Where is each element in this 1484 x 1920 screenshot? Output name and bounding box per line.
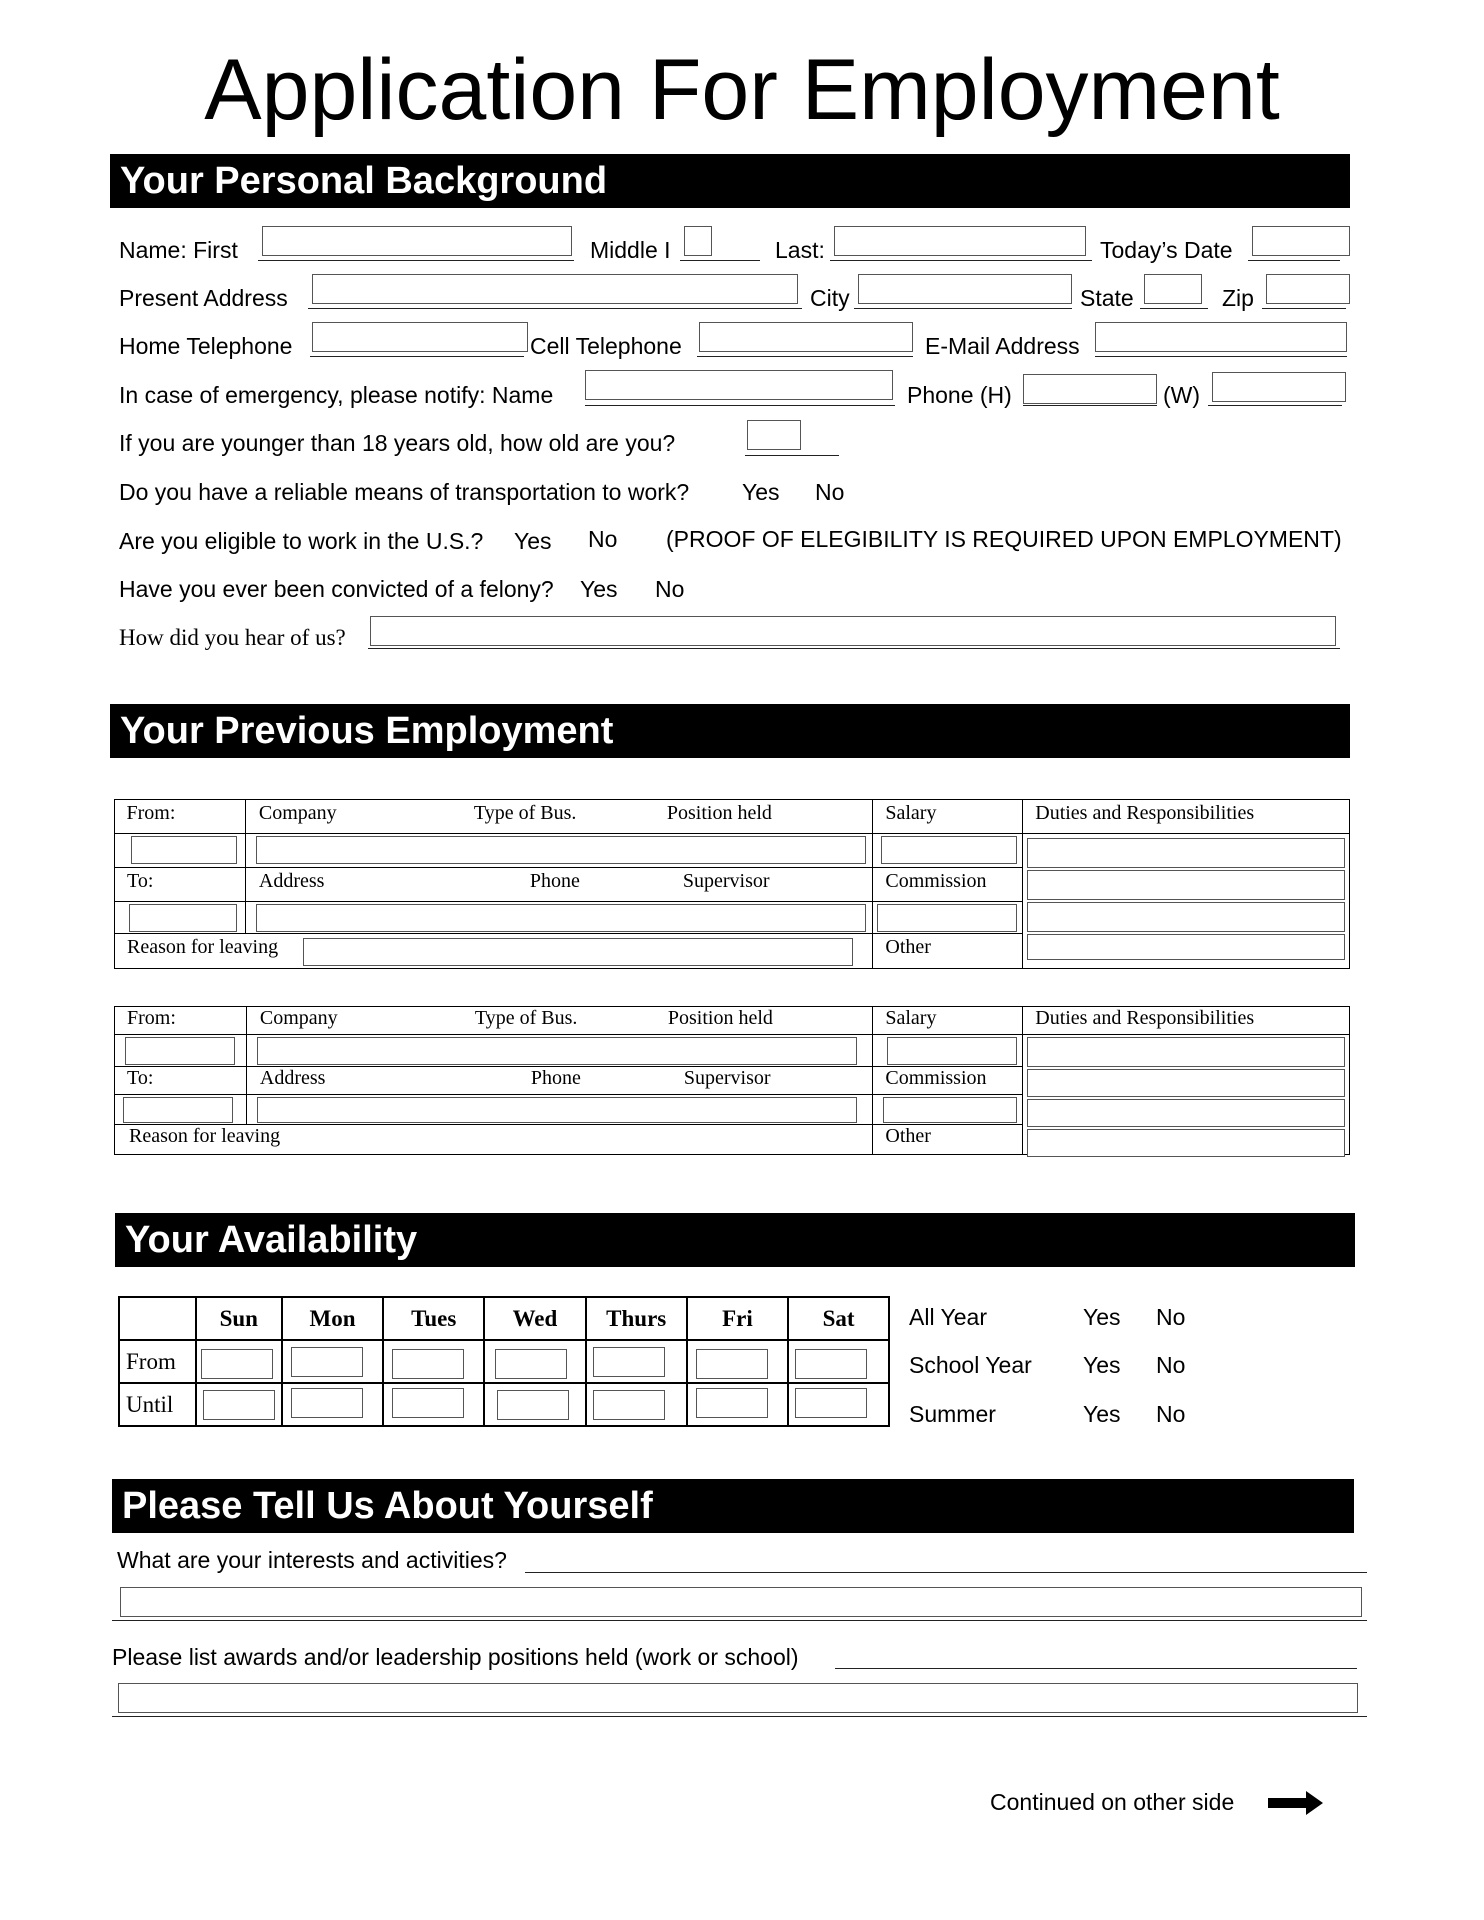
emp2-company-label: Company [259, 1007, 338, 1029]
emp1-company-field[interactable] [256, 836, 866, 864]
section-header-employment: Your Previous Employment [110, 704, 1350, 758]
cell-telephone-field[interactable] [699, 322, 913, 352]
zip-label: Zip [1222, 285, 1254, 311]
email-field[interactable] [1095, 322, 1347, 352]
home-telephone-underline [310, 356, 524, 357]
emp2-supervisor-label: Supervisor [683, 1067, 771, 1089]
emp1-type-label: Type of Bus. [473, 802, 577, 824]
from-sat-field[interactable] [795, 1349, 867, 1379]
middle-initial-underline [680, 260, 760, 261]
age-field[interactable] [747, 420, 801, 450]
emp1-from-field[interactable] [131, 836, 237, 864]
home-telephone-field[interactable] [312, 322, 528, 352]
emp2-address-field[interactable] [257, 1097, 857, 1123]
awards-field[interactable] [118, 1683, 1358, 1713]
until-tues-field[interactable] [392, 1388, 464, 1418]
emp2-commission-field[interactable] [883, 1097, 1017, 1123]
day-sat: Sat [788, 1297, 889, 1340]
emp2-position-label: Position held [667, 1007, 773, 1029]
day-wed: Wed [484, 1297, 586, 1340]
emp1-supervisor-label: Supervisor [682, 870, 770, 892]
emergency-name-field[interactable] [585, 370, 893, 400]
emp2-to-field[interactable] [123, 1097, 233, 1123]
day-tues: Tues [383, 1297, 484, 1340]
first-name-field[interactable] [262, 226, 572, 256]
cell-telephone-underline [697, 356, 913, 357]
transport-question: Do you have a reliable means of transportation to work? [119, 479, 690, 505]
eligible-question: Are you eligible to work in the U.S.? [119, 528, 484, 554]
school-year-yes-option[interactable]: Yes [1083, 1352, 1121, 1378]
todays-date-underline [1248, 260, 1340, 261]
until-sat-field[interactable] [795, 1388, 867, 1418]
emergency-phone-h-underline [1023, 405, 1157, 406]
emp2-to-label: To: [127, 1067, 154, 1089]
awards-underline-2 [112, 1716, 1367, 1717]
day-fri: Fri [687, 1297, 789, 1340]
eligibility-note: (PROOF OF ELEGIBILITY IS REQUIRED UPON EMPLOYMENT) [666, 526, 1342, 552]
middle-initial-field[interactable] [684, 226, 712, 256]
emp1-phone-label: Phone [529, 870, 580, 892]
age-question: If you are younger than 18 years old, how old are you? [119, 430, 676, 456]
emp2-type-label: Type of Bus. [474, 1007, 578, 1029]
interests-field[interactable] [120, 1587, 1362, 1617]
emp2-reason-label: Reason for leaving [129, 1125, 281, 1147]
emergency-phone-h-label: Phone (H) [907, 382, 1012, 408]
hear-underline [368, 648, 1340, 649]
present-address-field[interactable] [312, 274, 798, 304]
school-year-no-option[interactable]: No [1156, 1352, 1186, 1378]
emp1-duties-field-4[interactable] [1027, 934, 1345, 960]
row-from-label: From [119, 1340, 196, 1383]
interests-underline-1 [525, 1572, 1367, 1573]
emp1-salary-label: Salary [885, 802, 937, 824]
summer-no-option[interactable]: No [1156, 1401, 1186, 1427]
until-thurs-field[interactable] [593, 1390, 665, 1420]
awards-underline-1 [835, 1668, 1357, 1669]
emp2-commission-label: Commission [885, 1067, 987, 1089]
period-summer: Summer [909, 1401, 996, 1427]
emergency-phone-w-field[interactable] [1212, 372, 1346, 402]
felony-yes-option[interactable]: Yes [580, 576, 618, 602]
page-title: Application For Employment [204, 42, 1280, 138]
emp2-salary-field[interactable] [887, 1037, 1017, 1065]
from-thurs-field[interactable] [593, 1347, 665, 1377]
hear-field[interactable] [370, 616, 1336, 646]
row-until-label: Until [119, 1383, 196, 1426]
emergency-phone-w-underline [1208, 405, 1342, 406]
until-wed-field[interactable] [497, 1390, 569, 1420]
interests-question: What are your interests and activities? [117, 1547, 507, 1573]
transport-yes-option[interactable]: Yes [742, 479, 780, 505]
eligible-yes-option[interactable]: Yes [514, 528, 552, 554]
emp1-duties-field-2[interactable] [1027, 870, 1345, 900]
emp1-commission-field[interactable] [877, 904, 1017, 932]
emp1-to-field[interactable] [129, 904, 237, 932]
todays-date-label: Today’s Date [1100, 237, 1233, 263]
from-wed-field[interactable] [495, 1349, 567, 1379]
until-sun-field[interactable] [203, 1390, 275, 1420]
period-all-year: All Year [909, 1304, 988, 1330]
emp2-company-field[interactable] [257, 1037, 857, 1065]
day-sun: Sun [196, 1297, 282, 1340]
emp1-company-label: Company [258, 802, 337, 824]
emp1-reason-label: Reason for leaving [127, 936, 279, 958]
last-name-label: Last: [775, 237, 825, 263]
emp2-duties-field-1[interactable] [1027, 1037, 1345, 1067]
availability-corner-cell [119, 1297, 196, 1340]
emp2-salary-label: Salary [885, 1007, 937, 1029]
emp1-other-label: Other [885, 936, 931, 958]
present-address-label: Present Address [119, 285, 288, 311]
emp1-salary-field[interactable] [881, 836, 1017, 864]
emp1-duties-field-1[interactable] [1027, 838, 1345, 868]
transport-no-option[interactable]: No [815, 479, 845, 505]
day-thurs: Thurs [586, 1297, 687, 1340]
emp2-duties-field-4[interactable] [1027, 1129, 1345, 1157]
emp2-address-label: Address [259, 1067, 326, 1089]
employment-table-2 [114, 1006, 1350, 1155]
age-underline [745, 455, 839, 456]
emp1-duties-field-3[interactable] [1027, 902, 1345, 932]
email-label: E-Mail Address [925, 333, 1080, 359]
home-telephone-label: Home Telephone [119, 333, 293, 359]
emergency-name-underline [585, 405, 895, 406]
section-header-availability: Your Availability [115, 1213, 1355, 1267]
cell-telephone-label: Cell Telephone [530, 333, 682, 359]
emp1-address-label: Address [258, 870, 325, 892]
middle-initial-label: Middle I [590, 237, 671, 263]
present-address-underline [308, 308, 802, 309]
first-name-underline [258, 260, 574, 261]
all-year-yes-option[interactable]: Yes [1083, 1304, 1121, 1330]
continued-note: Continued on other side [990, 1789, 1235, 1815]
awards-question: Please list awards and/or leadership positions held (work or school) [112, 1644, 799, 1670]
emp2-from-field[interactable] [125, 1037, 235, 1065]
emp2-from-label: From: [127, 1007, 176, 1029]
interests-underline-2 [112, 1620, 1367, 1621]
emp1-duties-label: Duties and Responsibilities [1035, 802, 1255, 824]
all-year-no-option[interactable]: No [1156, 1304, 1186, 1330]
emp1-commission-label: Commission [885, 870, 987, 892]
availability-table [118, 1296, 890, 1427]
emp1-reason-field[interactable] [303, 938, 853, 966]
city-label: City [810, 285, 850, 311]
state-underline [1140, 308, 1208, 309]
emergency-name-label: In case of emergency, please notify: Name [119, 382, 554, 408]
from-fri-field[interactable] [696, 1349, 768, 1379]
emp2-duties-field-2[interactable] [1027, 1069, 1345, 1097]
email-underline [1095, 356, 1347, 357]
emp1-address-field[interactable] [256, 904, 866, 932]
state-field[interactable] [1144, 274, 1202, 304]
emergency-phone-h-field[interactable] [1023, 374, 1157, 404]
emergency-phone-w-label: (W) [1163, 382, 1201, 408]
period-school-year: School Year [909, 1352, 1032, 1378]
first-name-label: Name: First [119, 237, 238, 263]
city-underline [854, 308, 1072, 309]
from-mon-field[interactable] [291, 1347, 363, 1377]
section-header-about: Please Tell Us About Yourself [112, 1479, 1354, 1533]
felony-no-option[interactable]: No [655, 576, 685, 602]
state-label: State [1080, 285, 1134, 311]
emp1-to-label: To: [127, 870, 154, 892]
emp2-duties-field-3[interactable] [1027, 1099, 1345, 1127]
eligible-no-option[interactable]: No [588, 526, 618, 552]
last-name-field[interactable] [834, 226, 1086, 256]
day-mon: Mon [282, 1297, 384, 1340]
todays-date-field[interactable] [1252, 226, 1350, 256]
last-name-underline [830, 260, 1092, 261]
zip-underline [1262, 308, 1346, 309]
emp1-position-label: Position held [666, 802, 772, 824]
felony-question: Have you ever been convicted of a felony? [119, 576, 554, 602]
arrow-right-icon [1268, 1790, 1324, 1816]
emp2-duties-label: Duties and Responsibilities [1035, 1007, 1255, 1029]
zip-field[interactable] [1266, 274, 1350, 304]
hear-question: How did you hear of us? [119, 625, 346, 650]
summer-yes-option[interactable]: Yes [1083, 1401, 1121, 1427]
emp2-other-label: Other [885, 1125, 931, 1147]
employment-table-1 [114, 799, 1350, 969]
emp2-phone-label: Phone [530, 1067, 581, 1089]
from-tues-field[interactable] [392, 1349, 464, 1379]
section-header-personal: Your Personal Background [110, 154, 1350, 208]
from-sun-field[interactable] [201, 1349, 273, 1379]
emp1-from-label: From: [126, 802, 176, 824]
until-fri-field[interactable] [696, 1388, 768, 1418]
city-field[interactable] [858, 274, 1072, 304]
until-mon-field[interactable] [291, 1388, 363, 1418]
